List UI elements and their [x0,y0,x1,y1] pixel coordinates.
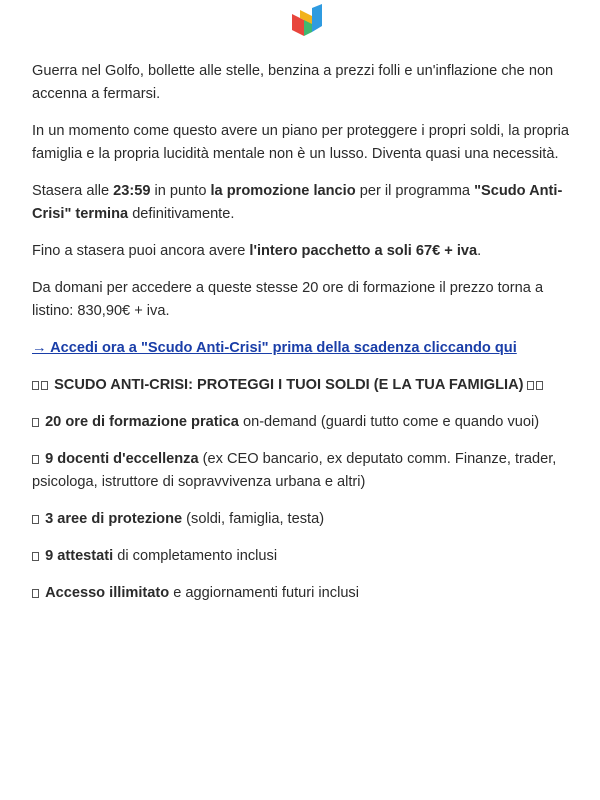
square-glyph-icon [41,381,48,390]
feature-title: Accesso illimitato [45,585,170,601]
square-glyph-icon [32,552,39,561]
feature-item [32,545,579,568]
deadline-paragraph [32,180,579,226]
text-segment: . [477,243,482,259]
text-segment: per il programma [355,183,475,199]
feature-detail: on-demand (guardi tutto come e quando vuoi) [238,414,540,430]
price-offer: l'intero pacchetto a soli 67€ + iva [249,243,478,259]
feature-detail: di completamento inclusi [113,548,278,564]
program-name: "Scudo Anti-Crisi" termina [32,183,563,222]
square-glyph-icon [527,381,534,390]
feature-title: 3 aree di protezione [45,511,183,527]
feature-item [32,448,579,494]
list-price-paragraph: Da domani per accedere a queste stesse 20 ore di formazione il prezzo torna a listino: 830,90€ + iva. [32,280,544,319]
feature-detail: e aggiornamenti futuri inclusi [169,585,359,601]
text-segment: Fino a stasera puoi ancora avere [32,243,250,259]
square-glyph-icon [32,381,39,390]
cta-link[interactable]: → Accedi ora a "Scudo Anti-Crisi" prima della scadenza cliccando qui [32,340,517,356]
feature-title: 9 attestati [45,548,114,564]
heading-text: SCUDO ANTI-CRISI: PROTEGGI I TUOI SOLDI (E LA TUA FAMIGLIA) [54,377,524,393]
text-segment: in punto [150,183,211,199]
square-glyph-icon [32,515,39,524]
feature-item [32,411,579,434]
deadline-time: 23:59 [113,183,151,199]
square-glyph-icon [32,418,39,427]
square-glyph-icon [32,589,39,598]
section-heading [32,374,579,397]
price-paragraph [32,240,579,263]
promo-label: la promozione lancio [210,183,356,199]
brand-logo [286,0,326,40]
square-glyph-icon [32,455,39,464]
context-paragraph: In un momento come questo avere un piano per proteggere i propri soldi, la propria famiglia e la propria lucidità mentale non è un lusso. Diventa quasi una necessità. [32,123,570,162]
feature-title: 20 ore di formazione pratica [45,414,239,430]
feature-item [32,508,579,531]
feature-item [32,582,579,605]
text-segment: Stasera alle [32,183,114,199]
feature-detail: (soldi, famiglia, testa) [182,511,325,527]
square-glyph-icon [536,381,543,390]
cta-paragraph [32,337,579,360]
text-segment: definitivamente. [128,206,235,222]
feature-detail: (ex CEO bancario, ex deputato comm. Finanze, trader, psicologa, istruttore di sopravvivenza urbana e altri) [32,451,557,490]
feature-title: 9 docenti d'eccellenza [45,451,199,467]
brand-logo-icon [286,4,326,40]
intro-paragraph: Guerra nel Golfo, bollette alle stelle, benzina a prezzi folli e un'inflazione che non accenna a fermarsi. [32,63,554,102]
